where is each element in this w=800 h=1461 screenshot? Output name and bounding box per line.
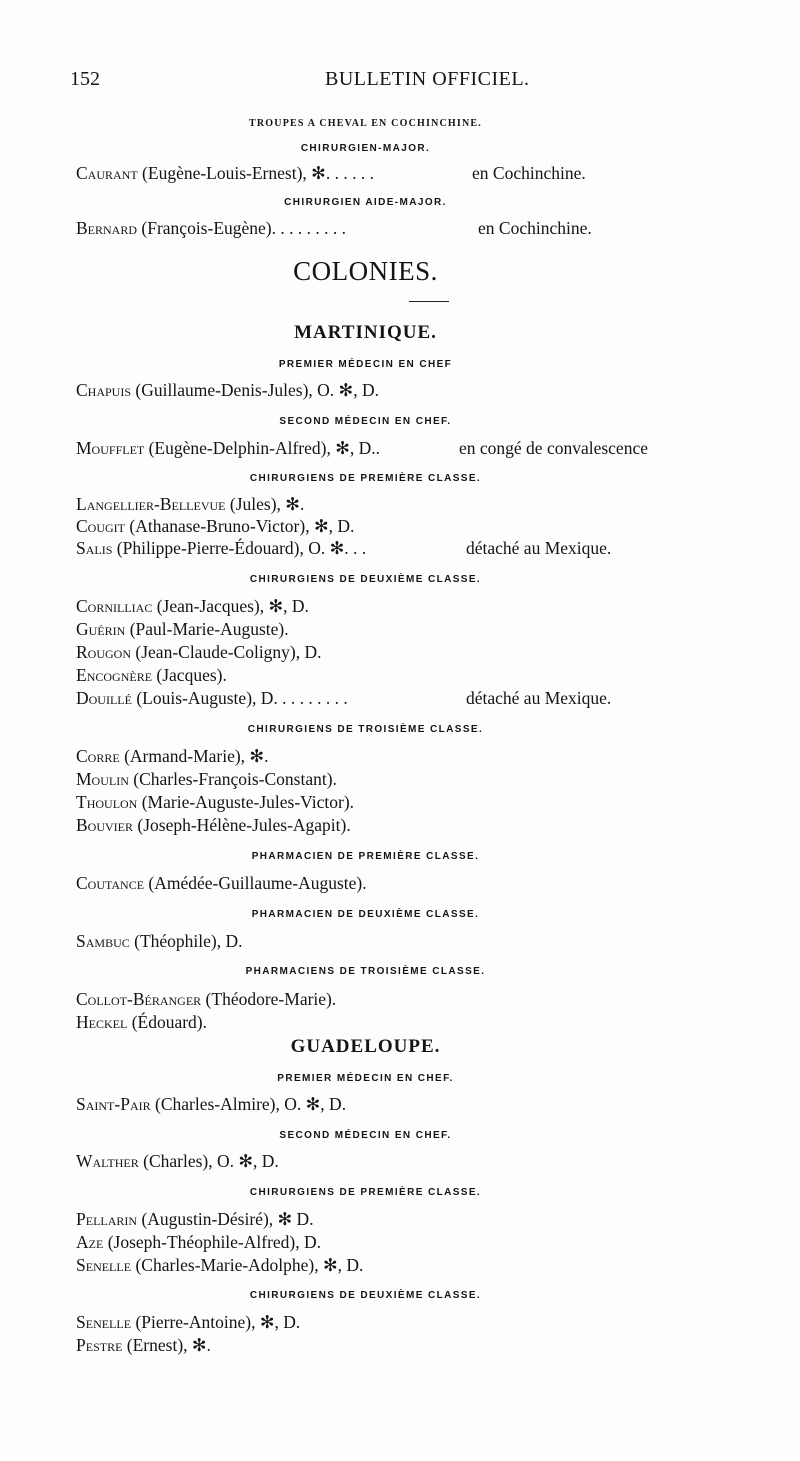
surname: Bernard xyxy=(76,218,138,238)
colony-title: GUADELOUPE. xyxy=(290,1036,441,1057)
entry-line xyxy=(76,873,367,893)
colony-title: MARTINIQUE. xyxy=(294,322,437,343)
entry-note: en Cochinchine. xyxy=(478,218,592,238)
surname: Senelle xyxy=(76,1255,132,1275)
given-names: (Guillaume-Denis-Jules), O. ✻, D. xyxy=(131,380,379,400)
given-names: (Paul-Marie-Auguste). xyxy=(125,619,289,639)
given-names: (Louis-Auguste), D. . . . . . . . . xyxy=(131,688,348,708)
given-names: (Jean-Claude-Coligny), D. xyxy=(131,642,322,662)
given-names: (Augustin-Désiré), ✻ D. xyxy=(137,1209,314,1229)
given-names: (Joseph-Hélène-Jules-Agapit). xyxy=(133,815,351,835)
page-number: 152 xyxy=(70,68,100,90)
entry-note: détaché au Mexique. xyxy=(466,688,612,708)
surname: Caurant xyxy=(76,163,138,183)
surname: Moufflet xyxy=(76,438,145,458)
entry-line xyxy=(76,931,243,951)
surname: Corre xyxy=(76,746,120,766)
entry-line xyxy=(76,494,304,514)
entry-note: en congé de convalescence xyxy=(459,438,648,458)
entry-line xyxy=(76,815,351,835)
surname: Chapuis xyxy=(76,380,132,400)
entry-line xyxy=(76,642,322,662)
given-names: (Charles-Marie-Adolphe), ✻, D. xyxy=(131,1255,364,1275)
surname: Saint-Pair xyxy=(76,1094,151,1114)
surname: Senelle xyxy=(76,1312,132,1332)
surname: Cornilliac xyxy=(76,596,153,616)
given-names: (Eugène-Delphin-Alfred), ✻, D.. xyxy=(144,438,380,458)
given-names: (Pierre-Antoine), ✻, D. xyxy=(131,1312,301,1332)
entry-line xyxy=(76,665,227,685)
surname: Salis xyxy=(76,538,113,558)
given-names: (Charles-Almire), O. ✻, D. xyxy=(150,1094,347,1114)
surname: Langellier-Bellevue xyxy=(76,494,226,514)
rank-heading: SECOND MÉDECIN EN CHEF. xyxy=(279,416,452,427)
surname: Collot-Béranger xyxy=(76,989,202,1009)
entry-line xyxy=(76,769,337,789)
surname: Coutance xyxy=(76,873,145,893)
rank-heading: CHIRURGIENS DE TROISIÈME CLASSE. xyxy=(247,724,484,735)
surname: Cougit xyxy=(76,516,125,536)
given-names: (Marie-Auguste-Jules-Victor). xyxy=(137,792,355,812)
entry-line xyxy=(76,688,348,708)
rank-heading: PHARMACIEN DE PREMIÈRE CLASSE. xyxy=(251,851,480,862)
running-title: BULLETIN OFFICIEL. xyxy=(325,68,530,90)
surname: Pestre xyxy=(76,1335,123,1355)
entry-line xyxy=(76,1094,346,1114)
rank-heading: PHARMACIEN DE DEUXIÈME CLASSE. xyxy=(251,909,480,920)
rank-heading: CHIRURGIEN AIDE-MAJOR. xyxy=(284,197,447,208)
given-names: (Charles), O. ✻, D. xyxy=(138,1151,279,1171)
entry-line xyxy=(76,163,374,183)
surname: Sambuc xyxy=(76,931,130,951)
entry-line xyxy=(76,989,336,1009)
rank-heading: CHIRURGIENS DE DEUXIÈME CLASSE. xyxy=(249,1290,482,1301)
surname: Bouvier xyxy=(76,815,134,835)
surname: Walther xyxy=(76,1151,139,1171)
rank-heading: PREMIER MÉDECIN EN CHEF xyxy=(278,359,453,370)
given-names: (Édouard). xyxy=(127,1012,208,1032)
entry-line xyxy=(76,1232,321,1252)
given-names: (Armand-Marie), ✻. xyxy=(119,746,269,766)
entry-line xyxy=(76,1335,211,1355)
given-names: (Philippe-Pierre-Édouard), O. ✻. . . xyxy=(112,538,367,558)
rank-heading: PHARMACIENS DE TROISIÈME CLASSE. xyxy=(245,966,486,977)
entry-line xyxy=(76,1209,314,1229)
given-names: (Jean-Jacques), ✻, D. xyxy=(152,596,309,616)
given-names: (Athanase-Bruno-Victor), ✻, D. xyxy=(125,516,355,536)
surname: Moulin xyxy=(76,769,129,789)
rank-heading: PREMIER MÉDECIN EN CHEF. xyxy=(277,1073,454,1084)
entry-line xyxy=(76,792,354,812)
entry-note: en Cochinchine. xyxy=(472,163,586,183)
rank-heading: CHIRURGIENS DE PREMIÈRE CLASSE. xyxy=(249,1187,482,1198)
given-names: (Joseph-Théophile-Alfred), D. xyxy=(103,1232,322,1252)
entry-line xyxy=(76,1312,300,1332)
surname: Encognère xyxy=(76,665,153,685)
surname: Guérin xyxy=(76,619,126,639)
rank-heading: CHIRURGIEN-MAJOR. xyxy=(300,143,431,154)
entry-line xyxy=(76,538,366,558)
entry-line xyxy=(76,746,268,766)
surname: Douillé xyxy=(76,688,132,708)
entry-line xyxy=(76,218,346,238)
entry-line xyxy=(76,619,289,639)
rank-heading: CHIRURGIENS DE DEUXIÈME CLASSE. xyxy=(249,574,482,585)
given-names: (Jules), ✻. xyxy=(225,494,305,514)
colonies-title: COLONIES. xyxy=(293,256,438,286)
given-names: (Théodore-Marie). xyxy=(201,989,337,1009)
surname: Heckel xyxy=(76,1012,128,1032)
given-names: (Charles-François-Constant). xyxy=(128,769,337,789)
given-names: (Amédée-Guillaume-Auguste). xyxy=(144,873,367,893)
entry-line xyxy=(76,596,309,616)
entry-note: détaché au Mexique. xyxy=(466,538,612,558)
surname: Thoulon xyxy=(76,792,138,812)
surname: Rougon xyxy=(76,642,132,662)
entry-line xyxy=(76,1151,279,1171)
entry-line xyxy=(76,516,354,536)
entry-line xyxy=(76,1255,363,1275)
given-names: (Jacques). xyxy=(152,665,227,685)
given-names: (Eugène-Louis-Ernest), ✻. . . . . . xyxy=(137,163,374,183)
given-names: (François-Eugène). . . . . . . . . xyxy=(137,218,346,238)
divider-rule xyxy=(409,301,449,302)
given-names: (Ernest), ✻. xyxy=(122,1335,211,1355)
page-header xyxy=(70,68,670,94)
entry-line xyxy=(76,380,379,400)
rank-heading: CHIRURGIENS DE PREMIÈRE CLASSE. xyxy=(249,473,482,484)
section-heading: TROUPES A CHEVAL EN COCHINCHINE. xyxy=(249,118,482,129)
surname: Pellarin xyxy=(76,1209,138,1229)
rank-heading: SECOND MÉDECIN EN CHEF. xyxy=(279,1130,452,1141)
entry-line xyxy=(76,1012,207,1032)
given-names: (Théophile), D. xyxy=(129,931,243,951)
surname: Aze xyxy=(76,1232,104,1252)
entry-line xyxy=(76,438,380,458)
